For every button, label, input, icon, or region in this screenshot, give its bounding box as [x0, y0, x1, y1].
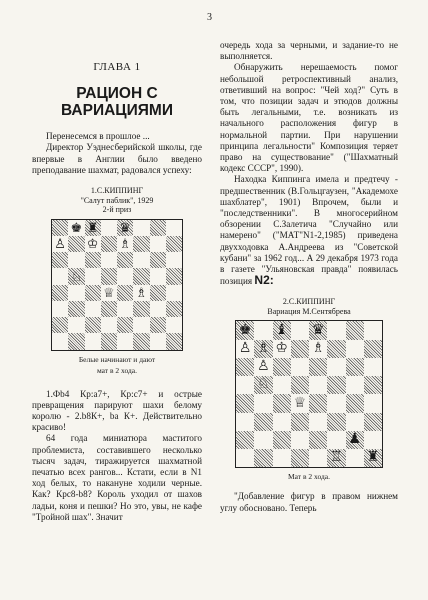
square-a2 [52, 317, 68, 333]
chapter-title-line1: РАЦИОН С [76, 85, 158, 103]
square-e5 [309, 376, 327, 394]
square-c2 [273, 431, 291, 449]
chess-piece-c8: ♜ [86, 220, 99, 236]
chess-piece-h1: ♜ [366, 450, 380, 466]
problem1-source: "Салут паблик", 1929 [80, 195, 154, 205]
square-g5 [346, 376, 364, 394]
chess-piece-e7: ♗ [311, 340, 325, 356]
square-d7 [101, 236, 117, 252]
chess-piece-e7: ♗ [119, 236, 131, 252]
square-h5 [364, 376, 382, 394]
square-g6 [150, 252, 166, 268]
square-a4 [236, 394, 254, 412]
square-h8 [364, 321, 382, 339]
square-e4 [117, 285, 133, 301]
square-h8 [166, 220, 182, 236]
square-f8 [133, 220, 149, 236]
square-d1 [101, 333, 117, 349]
square-b4 [68, 285, 84, 301]
square-d4 [291, 394, 309, 412]
square-e7 [117, 236, 133, 252]
continuation-paragraph: очередь хода за черными, и задание-то не выполняется. [220, 40, 398, 62]
problem1-number: 1.С.КИППИНГ [90, 186, 144, 196]
problem1-caption-line2: мат в 2 хода. [96, 365, 138, 375]
chess-board-grid [236, 321, 382, 467]
square-c6 [273, 358, 291, 376]
square-b7 [68, 236, 84, 252]
problem1-caption-line1: Белые начинают и дают [78, 354, 156, 364]
chess-piece-c7: ♔ [86, 236, 99, 252]
chess-piece-b5: ♘ [70, 268, 83, 284]
square-h1 [364, 449, 382, 467]
square-d3 [291, 413, 309, 431]
square-d2 [101, 317, 117, 333]
square-c8 [273, 321, 291, 339]
square-d6 [101, 252, 117, 268]
chess-piece-b7: ♗ [257, 340, 270, 356]
square-h2 [364, 431, 382, 449]
square-h6 [166, 252, 182, 268]
square-b4 [254, 394, 272, 412]
square-e6 [309, 358, 327, 376]
square-a6 [236, 358, 254, 376]
left-column [32, 40, 202, 523]
square-e1 [117, 333, 133, 349]
square-e8 [117, 220, 133, 236]
square-f7 [133, 236, 149, 252]
square-g3 [150, 301, 166, 317]
square-a1 [52, 333, 68, 349]
square-c1 [273, 449, 291, 467]
square-e8 [309, 321, 327, 339]
square-a7 [236, 340, 254, 358]
square-f4 [133, 285, 149, 301]
chess-piece-e8: ♛ [311, 322, 325, 338]
analysis-paragraph: Обнаружить нерешаемость помог небольшой ретроспективный анализ, ответивший на вопрос: "Чей ход?" Суть в том, что позиции задач и этюдов должны быть легальными, т.е. возникать из начального расположения фигур в нормальной партии. При нарушении принципа легальности" Композиция теряет право на существование" ("Шахматный кодекс СССР", 1990). [220, 62, 398, 174]
square-c4 [273, 394, 291, 412]
chess-piece-b5: ♘ [257, 377, 270, 393]
history-paragraph: 64 года миниатюра маститого проблемиста, составившего несколько тысяч задач, тиражируется шахматной печатью всех рангов... Кстати, если в N1 ход белых, то накануне ходили черные. Как? Крс8-b8? Король уходил от шахов ладьи, коня и пешки? Но это, увы, не кафе "Тройной шах". Значит [32, 433, 202, 522]
square-b8 [254, 321, 272, 339]
square-g1 [346, 449, 364, 467]
right-column [220, 40, 398, 514]
square-f5 [327, 376, 345, 394]
precursor-paragraph [220, 174, 398, 287]
square-a8 [236, 321, 254, 339]
square-g2 [346, 431, 364, 449]
square-b3 [254, 413, 272, 431]
intro-paragraph-2: Директор Уэднесберийской школы, где впервые в Англии было введено преподавание шахмат, радовался успеху: [32, 142, 202, 175]
square-d8 [101, 220, 117, 236]
square-f1 [133, 333, 149, 349]
chess-piece-a7: ♙ [54, 236, 66, 252]
square-e3 [309, 413, 327, 431]
square-c4 [85, 285, 101, 301]
problem2-number: 2.С.КИППИНГ [282, 297, 336, 307]
square-g8 [150, 220, 166, 236]
square-a6 [52, 252, 68, 268]
square-f1 [327, 449, 345, 467]
square-f8 [327, 321, 345, 339]
solution-paragraph: 1.Фb4 Кр:а7+, Кр:с7+ и острые превращения парируют шахи белому королю - 2.b8К+, ba К+. Действительно красиво! [32, 388, 202, 433]
square-a5 [236, 376, 254, 394]
square-d7 [291, 340, 309, 358]
square-a2 [236, 431, 254, 449]
square-h5 [166, 268, 182, 284]
square-c5 [85, 268, 101, 284]
square-c5 [273, 376, 291, 394]
square-d6 [291, 358, 309, 376]
square-b2 [254, 431, 272, 449]
square-a8 [52, 220, 68, 236]
square-f4 [327, 394, 345, 412]
square-h3 [166, 301, 182, 317]
square-g6 [346, 358, 364, 376]
chess-piece-b8: ♚ [70, 220, 83, 236]
square-f5 [133, 268, 149, 284]
square-b1 [68, 333, 84, 349]
square-b6 [254, 358, 272, 376]
chapter-label: ГЛАВА 1 [93, 61, 141, 73]
problem2-caption: Мат в 2 хода. [287, 472, 330, 482]
chess-piece-d4: ♕ [103, 285, 115, 301]
square-a1 [236, 449, 254, 467]
intro-paragraph-1: Перенесемся в прошлое ... [46, 131, 150, 142]
chess-piece-b6: ♙ [257, 359, 270, 375]
chess-piece-e8: ♛ [119, 220, 131, 236]
square-e7 [309, 340, 327, 358]
square-c7 [273, 340, 291, 358]
square-f6 [133, 252, 149, 268]
square-h4 [364, 394, 382, 412]
square-b2 [68, 317, 84, 333]
square-e1 [309, 449, 327, 467]
square-b1 [254, 449, 272, 467]
square-b3 [68, 301, 84, 317]
square-f7 [327, 340, 345, 358]
square-f2 [327, 431, 345, 449]
square-g7 [346, 340, 364, 358]
square-c8 [85, 220, 101, 236]
chapter-title-line2: ВАРИАЦИЯМИ [61, 102, 173, 120]
square-d4 [101, 285, 117, 301]
square-a7 [52, 236, 68, 252]
square-h4 [166, 285, 182, 301]
position-ref: N2: [254, 273, 274, 288]
chess-diagram-2 [235, 320, 383, 468]
square-b7 [254, 340, 272, 358]
problem1-prize: 2-й приз [102, 205, 132, 215]
square-h2 [166, 317, 182, 333]
precursor-text: Находка Киппинга имела и предтечу - предшественник (В.Гольцгаузен, "Академохе шахблатер", 1901) Впрочем, были и "последственники". В многосерийном обзорении С.Залетича "Случайно или намерено" ("МАТ"N1-2,1985) приведена двухходовка А.Андреева из "Советской кубани" за 1962 год... А 29 декабря 1973 года в газете "Ульяновская правда" появилась позиция [220, 174, 398, 287]
tail-paragraph: "Добавление фигур в правом нижнем углу обосновано. Теперь [220, 491, 398, 513]
square-d2 [291, 431, 309, 449]
square-g2 [150, 317, 166, 333]
chess-piece-d4: ♕ [293, 395, 307, 411]
square-d1 [291, 449, 309, 467]
square-a3 [52, 301, 68, 317]
square-c3 [273, 413, 291, 431]
chess-piece-c7: ♔ [275, 340, 288, 356]
square-a5 [52, 268, 68, 284]
chapter-title [32, 85, 202, 119]
square-h3 [364, 413, 382, 431]
square-g5 [150, 268, 166, 284]
square-f6 [327, 358, 345, 376]
square-b6 [68, 252, 84, 268]
square-b5 [68, 268, 84, 284]
square-b8 [68, 220, 84, 236]
chess-piece-g2: ♟ [348, 432, 361, 448]
square-f3 [133, 301, 149, 317]
square-g8 [346, 321, 364, 339]
chess-piece-f1: ♖ [330, 450, 343, 466]
square-b5 [254, 376, 272, 394]
square-h7 [166, 236, 182, 252]
chess-piece-a7: ♙ [238, 340, 252, 356]
problem2-subtitle: Вариация М.Сентябрева [267, 306, 351, 316]
square-g4 [150, 285, 166, 301]
chess-diagram-1 [51, 219, 183, 351]
square-e2 [309, 431, 327, 449]
chess-piece-f4: ♗ [135, 285, 148, 301]
chess-piece-c8: ♝ [275, 322, 288, 338]
square-h6 [364, 358, 382, 376]
square-e6 [117, 252, 133, 268]
square-g7 [150, 236, 166, 252]
square-e4 [309, 394, 327, 412]
square-e5 [117, 268, 133, 284]
square-c7 [85, 236, 101, 252]
square-h7 [364, 340, 382, 358]
square-a3 [236, 413, 254, 431]
square-c3 [85, 301, 101, 317]
square-c6 [85, 252, 101, 268]
square-d8 [291, 321, 309, 339]
page-number: 3 [207, 12, 212, 23]
chess-piece-a8: ♚ [238, 322, 252, 338]
square-d5 [101, 268, 117, 284]
square-f3 [327, 413, 345, 431]
square-d3 [101, 301, 117, 317]
square-e2 [117, 317, 133, 333]
square-a4 [52, 285, 68, 301]
square-g1 [150, 333, 166, 349]
square-d5 [291, 376, 309, 394]
square-c1 [85, 333, 101, 349]
square-g3 [346, 413, 364, 431]
chess-board-grid [52, 220, 182, 350]
square-f2 [133, 317, 149, 333]
square-c2 [85, 317, 101, 333]
square-g4 [346, 394, 364, 412]
square-e3 [117, 301, 133, 317]
square-h1 [166, 333, 182, 349]
